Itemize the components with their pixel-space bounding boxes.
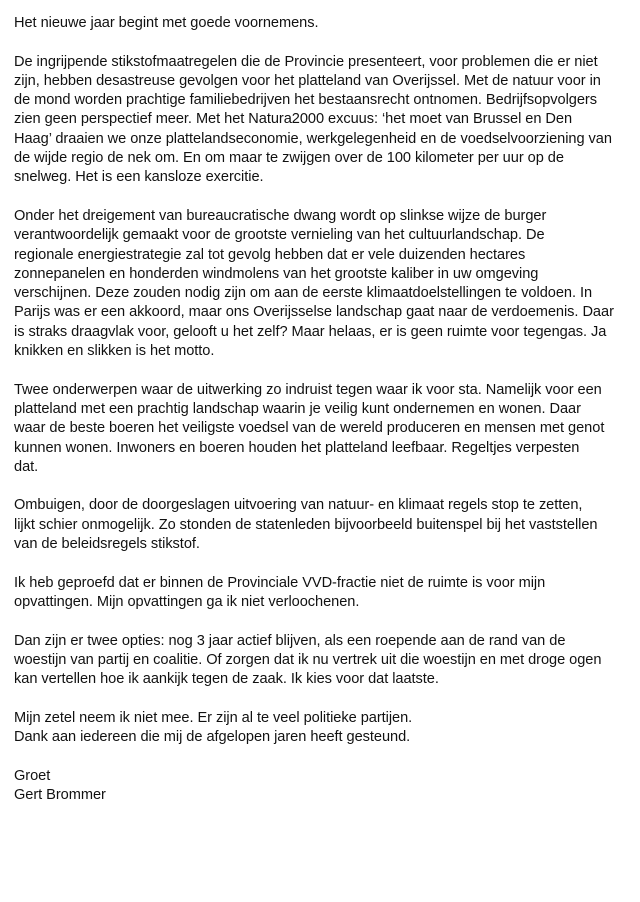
closing-greeting: Groet — [14, 767, 51, 784]
paragraph-vvd-fractie: Ik heb geproefd dat er binnen de Provinciale VVD-fractie niet de ruimte is voor mijn opvattingen. Mijn opvattingen ga ik niet verloochenen. — [14, 574, 546, 610]
opening-line: Het nieuwe jaar begint met goede voornemens. — [14, 15, 319, 31]
paragraph-opties: Dan zijn er twee opties: nog 3 jaar actief blijven, als een roepende aan de rand van de woestijn van partij en coalitie. Of zorgen dat ik nu vertrek uit die woestijn en met droge ogen kan vertellen hoe ik aankijk tegen de zaak. Ik kies voor dat laatste. — [14, 632, 602, 688]
signature-name: Gert Brommer — [14, 786, 106, 803]
paragraph-energiestrategie: Onder het dreigement van bureaucratische dwang wordt op slinkse wijze de burger verantwoordelijk gemaakt voor de grootste vernieling van het cultuurlandschap. De regionale energiestrategie zal tot gevolg hebben dat er vele duizenden hectares zonnepanelen en honderden windmolens van het grootste kaliber in uw omgeving verschijnen. Deze zouden nodig zijn om aan de eerste klimaatdoelstellingen te voldoen. In Parijs was er een akkoord, maar ons Overijsselse landschap gaat naar de verdoemenis. Daar is straks draagvlak voor, gelooft u het zelf? Maar helaas, er is geen ruimte voor tegengas. Ja knikken en slikken is het motto. — [14, 207, 614, 360]
paragraph-platteland: Twee onderwerpen waar de uitwerking zo indruist tegen waar ik voor sta. Namelijk voor een platteland met een prachtig landschap waarin je veilig kunt ondernemen en wonen. Daar waar de beste boeren het veiligste voedsel van de wereld produceren en mensen met genot kunnen wonen. Inwoners en boeren houden het platteland leefbaar. Regeltjes verpesten dat. — [14, 381, 605, 475]
paragraph-ombuigen: Ombuigen, door de doorgeslagen uitvoering van natuur- en klimaat regels stop te zetten, lijkt schier onmogelijk. Zo stonden de statenleden bijvoorbeeld buitenspel bij het vaststellen van de beleidsregels stikstof. — [14, 497, 598, 553]
paragraph-zetel: Mijn zetel neem ik niet mee. Er zijn al te veel politieke partijen. Dank aan iedereen die mij de afgelopen jaren heeft gesteund. — [14, 709, 413, 745]
letter-body — [14, 14, 640, 805]
paragraph-stikstof: De ingrijpende stikstofmaatregelen die de Provincie presenteert, voor problemen die er niet zijn, hebben desastreuse gevolgen voor het platteland van Overijssel. Met de natuur voor in de mond worden prachtige familiebedrijven het bestaansrecht ontnomen. Bedrijfsopvolgers zien geen perspectief meer. Met het Natura2000 excuus: ‘het moet van Brussel en Den Haag’ draaien we onze plattelandseconomie, werkgelegenheid en de voedselvoorziening van de wijde regio de nek om. En om maar te zwijgen over de 100 kilometer per uur op de snelweg. Het is een kansloze exercitie. — [14, 53, 612, 186]
